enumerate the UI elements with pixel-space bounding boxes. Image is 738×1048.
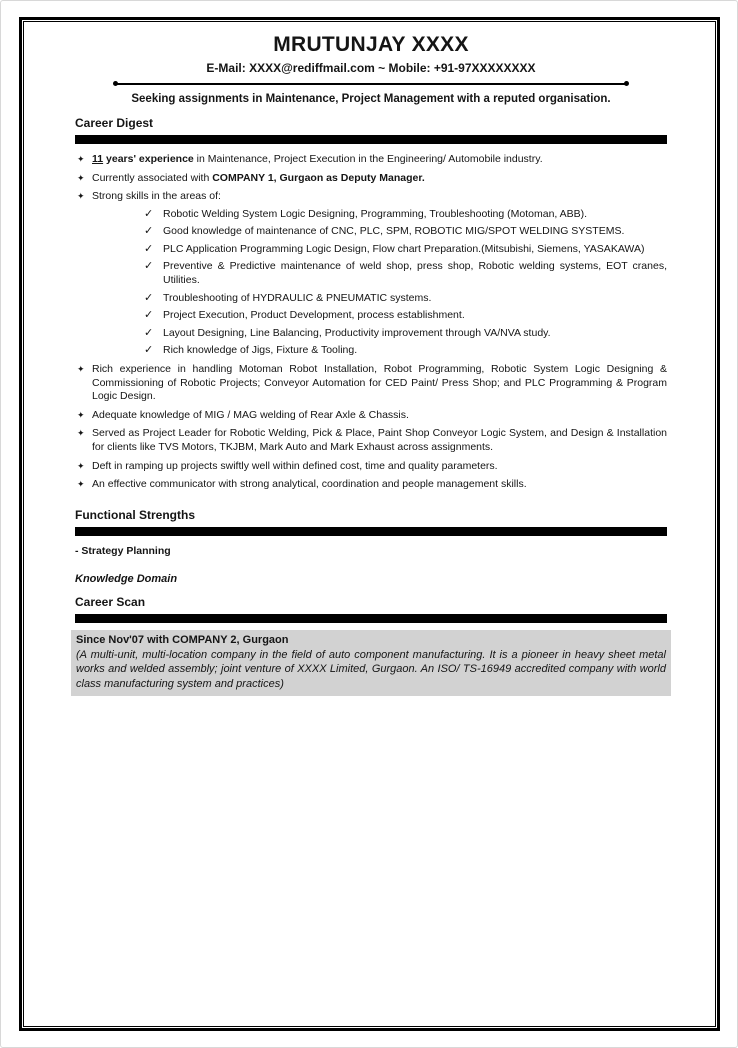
bullet-text xyxy=(92,363,667,403)
section-title-career-scan: Career Scan xyxy=(75,595,146,610)
text-segment: PLC Application Programming Logic Design, Flow chart Preparation.(Mitsubishi, Siemens, YASAKAWA) xyxy=(163,242,645,255)
check-bullet-icon: ✓ xyxy=(144,309,154,322)
sub-bullet xyxy=(142,309,667,323)
header-divider xyxy=(115,83,627,85)
check-bullet-icon: ✓ xyxy=(144,260,154,273)
text-segment: Deft in ramping up projects swiftly well within defined cost, time and quality parameters. xyxy=(92,459,498,472)
sub-bullet xyxy=(142,260,667,288)
bullet-text xyxy=(92,478,527,490)
company-title: Since Nov'07 with COMPANY 2, Gurgaon xyxy=(76,634,289,646)
text-segment: Currently associated with xyxy=(92,171,213,184)
diamond-bullet-icon: ✦ xyxy=(77,363,85,374)
check-bullet-icon: ✓ xyxy=(144,291,154,304)
sub-bullet-list xyxy=(92,208,667,358)
text-segment: Good knowledge of maintenance of CNC, PLC, SPM, ROBOTIC MIG/SPOT WELDING SYSTEMS. xyxy=(163,225,625,238)
text-segment: Project Execution, Product Development, process establishment. xyxy=(163,309,465,322)
strengths-column-2 xyxy=(273,544,464,559)
diamond-bullet-icon: ✦ xyxy=(77,409,85,420)
company-highlight-block xyxy=(71,630,671,696)
check-bullet-icon: ✓ xyxy=(144,242,154,255)
rule-endpoint-dot xyxy=(113,81,118,86)
section-bar xyxy=(75,614,667,623)
sub-bullet xyxy=(142,292,667,306)
check-bullet-icon: ✓ xyxy=(144,326,154,339)
career-digest-bullet xyxy=(75,478,667,492)
text-segment: COMPANY 1, Gurgaon as Deputy Manager. xyxy=(212,171,425,184)
check-bullet-icon: ✓ xyxy=(144,344,154,357)
bullet-text xyxy=(92,409,409,421)
career-digest-bullet xyxy=(75,460,667,474)
sub-bullet xyxy=(142,327,667,341)
text-segment: Layout Designing, Line Balancing, Productivity improvement through VA/NVA study. xyxy=(163,326,551,339)
strength-item: - Strategy Planning xyxy=(75,545,171,558)
diamond-bullet-icon: ✦ xyxy=(77,460,85,471)
functional-strengths-grid xyxy=(75,544,667,559)
check-bullet-icon: ✓ xyxy=(144,225,154,238)
diamond-bullet-icon: ✦ xyxy=(77,191,85,202)
text-segment: Preventive & Predictive maintenance of weld shop, press shop, Robotic welding systems, EOT cranes, Utilities. xyxy=(163,260,667,287)
candidate-name: MRUTUNJAY XXXX xyxy=(273,33,469,56)
bullet-text xyxy=(92,172,425,184)
career-digest-list xyxy=(75,153,667,492)
section-bar xyxy=(75,527,667,536)
bullet-text xyxy=(92,427,667,453)
diamond-bullet-icon: ✦ xyxy=(77,479,85,490)
diamond-bullet-icon: ✦ xyxy=(77,172,85,183)
text-segment: Troubleshooting of HYDRAULIC & PNEUMATIC systems. xyxy=(163,291,432,304)
bullet-text xyxy=(163,225,624,237)
career-digest-bullet xyxy=(75,363,667,405)
section-title-career-digest: Career Digest xyxy=(75,116,154,131)
career-digest-bullet xyxy=(75,172,667,186)
text-segment: Rich knowledge of Jigs, Fixture & Tooling. xyxy=(163,344,358,357)
text-segment: Rich experience in handling Motoman Robot Installation, Robot Programming, Robotic System Logic Designing & Commissioning of Robotic Projects; Conveyor Automation for CED Paint/ Press Shop; and PLC Programming & Program Logic Design. xyxy=(92,362,667,403)
knowledge-domain-title: Knowledge Domain xyxy=(75,573,178,586)
section-bar xyxy=(75,135,667,144)
section-title-functional-strengths: Functional Strengths xyxy=(75,508,195,523)
bullet-text xyxy=(163,344,357,356)
bullet-text xyxy=(163,327,551,339)
text-segment: Served as Project Leader for Robotic Welding, Pick & Place, Paint Shop Conveyor Logic System, and Design & Installation for clients like TVS Motors, TKJBM, Mark Auto and Mark Exhaust across assignments. xyxy=(92,427,667,454)
text-segment: in Maintenance, Project Execution in the Engineering/ Automobile industry. xyxy=(193,153,543,166)
text-segment: Robotic Welding System Logic Designing, Programming, Troubleshooting (Motoman, ABB). xyxy=(163,207,588,220)
sub-bullet xyxy=(142,243,667,257)
diamond-bullet-icon: ✦ xyxy=(77,428,85,439)
page-content xyxy=(22,20,717,696)
text-segment: years' experience xyxy=(103,153,194,166)
career-digest-bullet xyxy=(75,409,667,423)
bullet-text xyxy=(163,243,644,255)
sub-bullet xyxy=(142,344,667,358)
bullet-text xyxy=(92,460,498,472)
bullet-text xyxy=(163,292,431,304)
company-description: (A multi-unit, multi-location company in the field of auto component manufacturing. It is a pioneer in heavy sheet metal works and welded assembly; joint venture of XXXX Limited, Gurgaon. An ISO/ TS-16949 accredited company with world class manufacturing system and practices) xyxy=(76,648,666,690)
sub-bullet xyxy=(142,225,667,239)
text-segment: Adequate knowledge of MIG / MAG welding of Rear Axle & Chassis. xyxy=(92,408,409,421)
text-segment: An effective communicator with strong analytical, coordination and people management skills. xyxy=(92,478,527,491)
check-bullet-icon: ✓ xyxy=(144,207,154,220)
strengths-column-3 xyxy=(464,544,667,559)
text-segment: Strong skills in the areas of: xyxy=(92,190,221,203)
rule-endpoint-dot xyxy=(624,81,629,86)
contact-line: E-Mail: XXXX@rediffmail.com ~ Mobile: +91-97XXXXXXXX xyxy=(206,60,536,75)
bullet-text xyxy=(163,260,667,286)
page-border xyxy=(19,17,720,1031)
bullet-text xyxy=(92,153,543,165)
strengths-column-1 xyxy=(75,544,273,559)
career-digest-bullet xyxy=(75,190,667,358)
objective-line: Seeking assignments in Maintenance, Project Management with a reputed organisation. xyxy=(131,92,611,105)
text-segment: 11 xyxy=(92,153,104,166)
career-digest-bullet xyxy=(75,427,667,455)
career-digest-bullet xyxy=(75,153,667,167)
diamond-bullet-icon: ✦ xyxy=(77,154,85,165)
bullet-text xyxy=(163,309,465,321)
bullet-text xyxy=(92,190,221,202)
bullet-text xyxy=(163,208,587,220)
sub-bullet xyxy=(142,208,667,222)
